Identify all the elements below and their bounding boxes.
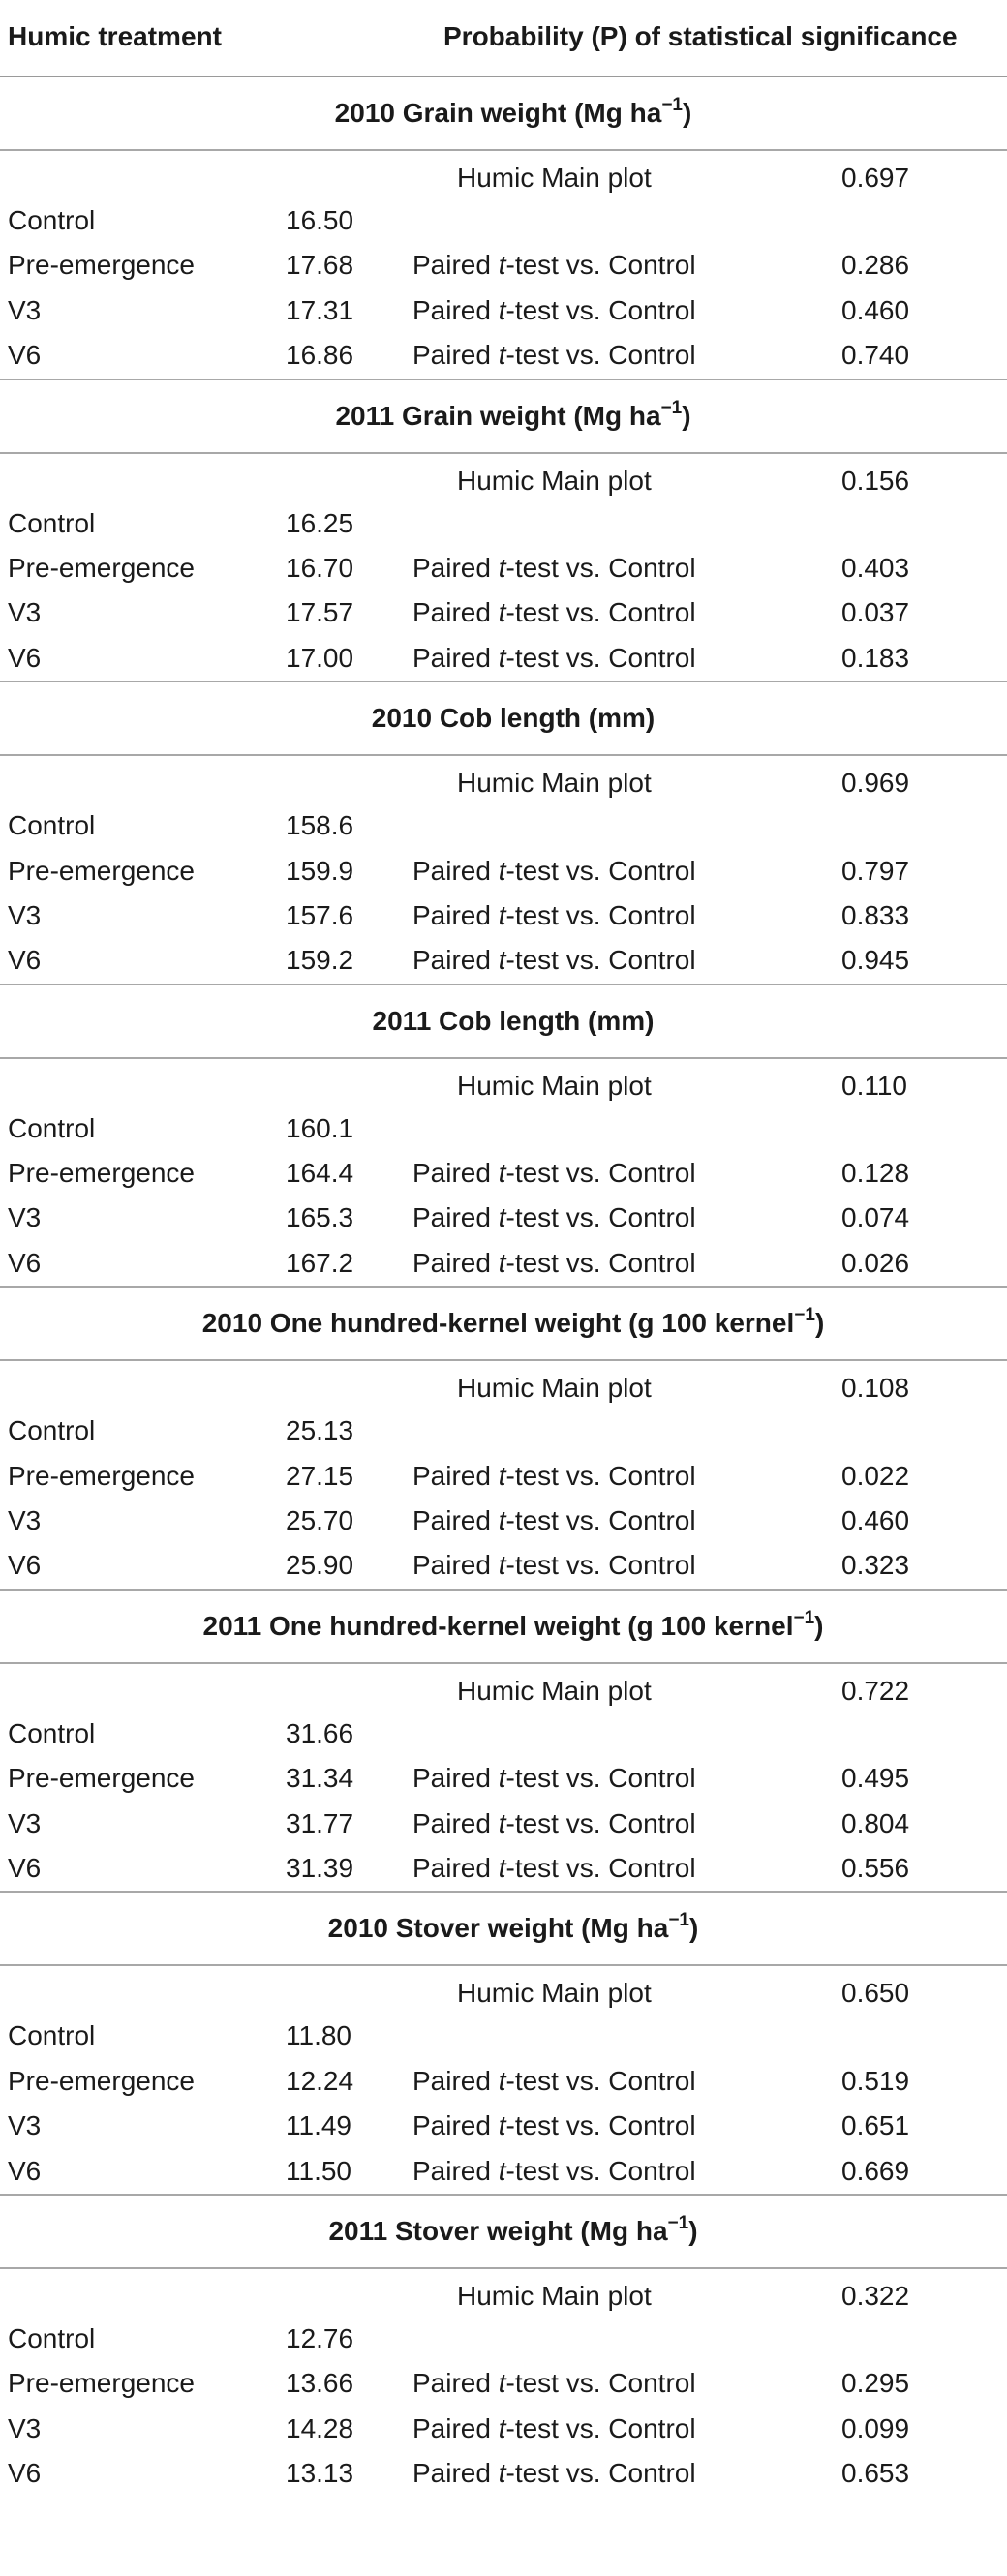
table-row	[0, 501, 1007, 546]
treatment-cell: V3	[8, 1505, 42, 1536]
table-row	[0, 2059, 1007, 2104]
test-label	[412, 295, 696, 326]
test-label-prefix: Paired	[412, 2458, 499, 2489]
test-label-t: t	[498, 2458, 506, 2489]
p-value: 0.323	[841, 1550, 910, 1581]
p-value: 0.037	[841, 597, 910, 628]
value-cell: 11.50	[286, 2155, 351, 2186]
section-title-close: )	[688, 1913, 699, 1944]
test-label-prefix: Paired	[412, 1505, 499, 1536]
test-label-t: t	[498, 1505, 506, 1536]
p-value: 0.495	[841, 1763, 910, 1794]
section-title	[0, 1591, 1007, 1664]
test-label-t: t	[498, 1247, 506, 1278]
value-cell: 25.13	[286, 1415, 354, 1446]
section-title-close: )	[688, 2215, 698, 2246]
value-cell: 27.15	[286, 1460, 354, 1491]
value-cell: 160.1	[286, 1112, 354, 1143]
test-label	[412, 2458, 696, 2489]
test-label-prefix: Paired	[412, 945, 499, 976]
test-label: Humic Main plot	[457, 1373, 652, 1404]
main-plot-row	[0, 454, 1007, 501]
test-label	[412, 643, 696, 674]
section-title	[0, 2196, 1007, 2269]
value-cell: 31.34	[286, 1763, 354, 1794]
treatment-cell: V6	[8, 945, 42, 976]
section-rows	[0, 2269, 1007, 2497]
value-cell: 12.76	[286, 2322, 354, 2353]
table-section	[0, 1288, 1007, 1591]
test-label-t: t	[498, 1852, 506, 1883]
treatment-cell: Pre-emergence	[8, 1158, 195, 1189]
test-label-t: t	[498, 642, 506, 673]
test-label-suffix: -test vs. Control	[505, 1763, 696, 1794]
p-value: 0.295	[841, 2368, 910, 2399]
treatment-cell: V6	[8, 642, 42, 673]
p-value: 0.833	[841, 899, 910, 930]
table-row	[0, 894, 1007, 938]
test-label	[412, 597, 696, 628]
test-label-t: t	[498, 1550, 506, 1581]
test-label: Humic Main plot	[457, 768, 652, 799]
treatment-cell: Control	[8, 205, 96, 235]
table-row	[0, 1106, 1007, 1151]
test-label-suffix: -test vs. Control	[505, 855, 696, 886]
value-cell: 157.6	[286, 899, 354, 930]
p-value: 0.128	[841, 1158, 910, 1189]
section-title-text	[202, 1288, 825, 1359]
section-title-text	[373, 985, 655, 1057]
table-row	[0, 1846, 1007, 1891]
table-row	[0, 1756, 1007, 1801]
table-row	[0, 1454, 1007, 1499]
test-label-t: t	[498, 2412, 506, 2443]
p-value: 0.969	[841, 768, 910, 799]
table-row	[0, 2451, 1007, 2496]
test-label	[412, 1763, 696, 1794]
test-label-suffix: -test vs. Control	[505, 2110, 696, 2141]
test-label: Humic Main plot	[457, 465, 652, 496]
section-title-main: 2011 Stover weight (Mg ha	[328, 2215, 668, 2246]
test-label-prefix: Paired	[412, 2412, 499, 2443]
table-row	[0, 546, 1007, 591]
section-rows	[0, 151, 1007, 379]
treatment-cell: V3	[8, 1202, 42, 1233]
test-label-t: t	[498, 1460, 506, 1491]
treatment-cell: Pre-emergence	[8, 2368, 195, 2399]
test-label	[412, 1248, 696, 1279]
p-value: 0.286	[841, 250, 910, 281]
value-cell: 31.39	[286, 1852, 354, 1883]
p-value: 0.022	[841, 1460, 910, 1491]
header-probability: Probability (P) of statistical significance	[443, 21, 958, 51]
treatment-cell: Control	[8, 1415, 96, 1446]
p-value: 0.669	[841, 2155, 910, 2186]
test-label-suffix: -test vs. Control	[505, 250, 696, 281]
test-label	[412, 1808, 696, 1839]
test-label-prefix: Paired	[412, 1852, 499, 1883]
treatment-cell: V6	[8, 1247, 42, 1278]
test-label-suffix: -test vs. Control	[505, 1158, 696, 1189]
p-value: 0.650	[841, 1978, 910, 2009]
table-row	[0, 2361, 1007, 2406]
p-value: 0.460	[841, 1505, 910, 1536]
test-label: Humic Main plot	[457, 163, 652, 193]
p-value: 0.653	[841, 2458, 910, 2489]
p-value: 0.108	[841, 1373, 910, 1404]
section-rows	[0, 1966, 1007, 2194]
value-cell: 158.6	[286, 810, 354, 841]
value-cell: 31.77	[286, 1807, 354, 1838]
value-cell: 13.13	[286, 2458, 354, 2489]
value-cell: 164.4	[286, 1158, 354, 1189]
test-label-suffix: -test vs. Control	[505, 1247, 696, 1278]
test-label-prefix: Paired	[412, 2065, 499, 2096]
table-row	[0, 591, 1007, 635]
treatment-cell: Control	[8, 810, 96, 841]
treatment-cell: V6	[8, 1852, 42, 1883]
test-label	[412, 250, 696, 281]
table-section	[0, 682, 1007, 985]
value-cell: 25.90	[286, 1550, 354, 1581]
p-value: 0.740	[841, 340, 910, 371]
test-label: Humic Main plot	[457, 1070, 652, 1101]
test-label-prefix: Paired	[412, 250, 499, 281]
test-label-t: t	[498, 2110, 506, 2141]
value-cell: 16.86	[286, 340, 354, 371]
section-title-text	[203, 1591, 824, 1662]
table-row	[0, 636, 1007, 681]
test-label-suffix: -test vs. Control	[505, 1460, 696, 1491]
treatment-cell: V6	[8, 2458, 42, 2489]
section-title-text	[335, 380, 690, 452]
treatment-cell: Control	[8, 2020, 96, 2051]
test-label	[412, 1461, 696, 1492]
test-label-suffix: -test vs. Control	[505, 2368, 696, 2399]
test-label-suffix: -test vs. Control	[505, 2065, 696, 2096]
section-title	[0, 1288, 1007, 1361]
table-row	[0, 1151, 1007, 1196]
table-row	[0, 198, 1007, 243]
value-cell: 31.66	[286, 1717, 354, 1748]
p-value: 0.556	[841, 1852, 910, 1883]
table-row	[0, 1241, 1007, 1286]
p-value: 0.322	[841, 2280, 910, 2311]
test-label-prefix: Paired	[412, 1763, 499, 1794]
section-title-main: 2010 Grain weight (Mg ha	[334, 98, 662, 128]
section-title-close: )	[814, 1308, 825, 1339]
p-value: 0.945	[841, 945, 910, 976]
treatment-cell: Control	[8, 1717, 96, 1748]
section-title-close: )	[682, 98, 692, 128]
section-title-superscript: −1	[668, 1910, 689, 1931]
test-label: Humic Main plot	[457, 2280, 652, 2311]
value-cell: 159.9	[286, 855, 354, 886]
test-label-t: t	[498, 294, 506, 325]
p-value: 0.797	[841, 855, 910, 886]
test-label-suffix: -test vs. Control	[505, 2458, 696, 2489]
test-label-suffix: -test vs. Control	[505, 642, 696, 673]
value-cell: 16.70	[286, 552, 354, 583]
value-cell: 12.24	[286, 2065, 354, 2096]
test-label-prefix: Paired	[412, 1460, 499, 1491]
section-title-superscript: −1	[793, 1607, 815, 1628]
table-section	[0, 2196, 1007, 2497]
table-body	[0, 77, 1007, 2497]
test-label	[412, 2413, 696, 2444]
section-rows	[0, 756, 1007, 984]
test-label: Humic Main plot	[457, 1675, 652, 1706]
treatment-cell: V3	[8, 294, 42, 325]
treatment-cell: V3	[8, 2412, 42, 2443]
section-title-main: 2010 Stover weight (Mg ha	[327, 1913, 669, 1944]
section-title-superscript: −1	[661, 95, 683, 115]
test-label-prefix: Paired	[412, 552, 499, 583]
header-humic-treatment: Humic treatment	[8, 21, 222, 51]
main-plot-row	[0, 1361, 1007, 1409]
p-value: 0.722	[841, 1675, 910, 1706]
value-cell: 165.3	[286, 1202, 354, 1233]
value-cell: 17.68	[286, 250, 354, 281]
table-section	[0, 77, 1007, 380]
table-row	[0, 1543, 1007, 1588]
test-label-prefix: Paired	[412, 2110, 499, 2141]
section-title-superscript: −1	[660, 397, 683, 418]
main-plot-row	[0, 1059, 1007, 1106]
section-title-main: 2011 One hundred-kernel weight (g 100 kernel	[202, 1610, 794, 1641]
p-value: 0.804	[841, 1807, 910, 1838]
test-label-prefix: Paired	[412, 597, 499, 628]
section-title-superscript: −1	[667, 2212, 689, 2233]
main-plot-row	[0, 2269, 1007, 2317]
test-label-prefix: Paired	[412, 1202, 499, 1233]
test-label-t: t	[498, 597, 506, 628]
table-row	[0, 2014, 1007, 2058]
test-label-suffix: -test vs. Control	[505, 2412, 696, 2443]
table-row	[0, 1409, 1007, 1453]
treatment-cell: Control	[8, 1112, 96, 1143]
treatment-cell: Pre-emergence	[8, 1460, 195, 1491]
main-plot-row	[0, 756, 1007, 803]
test-label-suffix: -test vs. Control	[505, 1852, 696, 1883]
test-label	[412, 2110, 696, 2141]
test-label-t: t	[498, 899, 506, 930]
test-label-suffix: -test vs. Control	[505, 1505, 696, 1536]
table-row	[0, 288, 1007, 333]
test-label-prefix: Paired	[412, 855, 499, 886]
treatment-cell: Pre-emergence	[8, 2065, 195, 2096]
table-section	[0, 1893, 1007, 2196]
table-row	[0, 849, 1007, 894]
test-label	[412, 1202, 696, 1233]
treatment-cell: V6	[8, 2155, 42, 2186]
value-cell: 16.50	[286, 205, 354, 235]
value-cell: 11.49	[286, 2110, 351, 2141]
value-cell: 14.28	[286, 2412, 354, 2443]
treatment-cell: V6	[8, 1550, 42, 1581]
section-title	[0, 1893, 1007, 1966]
section-rows	[0, 1664, 1007, 1892]
section-title-main: 2011 Cob length (mm)	[372, 1005, 655, 1036]
table-row	[0, 1712, 1007, 1756]
section-title-close: )	[814, 1610, 824, 1641]
p-value: 0.183	[841, 642, 910, 673]
p-value: 0.519	[841, 2065, 910, 2096]
main-plot-row	[0, 1664, 1007, 1712]
p-value: 0.651	[841, 2110, 910, 2141]
test-label-prefix: Paired	[412, 899, 499, 930]
table-section	[0, 985, 1007, 1288]
section-title-text	[335, 77, 692, 149]
test-label-t: t	[498, 340, 506, 371]
test-label-prefix: Paired	[412, 1807, 499, 1838]
test-label-t: t	[498, 1202, 506, 1233]
test-label-suffix: -test vs. Control	[505, 899, 696, 930]
test-label	[412, 1853, 696, 1884]
test-label-t: t	[498, 1763, 506, 1794]
section-rows	[0, 454, 1007, 682]
test-label-t: t	[498, 552, 506, 583]
table-row	[0, 2104, 1007, 2148]
main-plot-row	[0, 1966, 1007, 2014]
test-label-t: t	[498, 945, 506, 976]
test-label	[412, 553, 696, 584]
treatment-cell: Pre-emergence	[8, 552, 195, 583]
table-row	[0, 803, 1007, 848]
test-label-suffix: -test vs. Control	[505, 597, 696, 628]
table-row	[0, 1802, 1007, 1846]
test-label-suffix: -test vs. Control	[505, 1807, 696, 1838]
test-label-suffix: -test vs. Control	[505, 294, 696, 325]
section-rows	[0, 1361, 1007, 1589]
test-label-prefix: Paired	[412, 2368, 499, 2399]
value-cell: 17.31	[286, 294, 354, 325]
test-label-prefix: Paired	[412, 340, 499, 371]
p-value: 0.460	[841, 294, 910, 325]
treatment-cell: Control	[8, 2322, 96, 2353]
test-label	[412, 2156, 696, 2187]
test-label	[412, 856, 696, 887]
table-row	[0, 243, 1007, 288]
value-cell: 11.80	[286, 2020, 351, 2051]
test-label: Humic Main plot	[457, 1978, 652, 2009]
value-cell: 17.00	[286, 642, 354, 673]
value-cell: 25.70	[286, 1505, 354, 1536]
treatment-cell: Pre-emergence	[8, 855, 195, 886]
test-label-prefix: Paired	[412, 2155, 499, 2186]
test-label-prefix: Paired	[412, 1247, 499, 1278]
test-label-t: t	[498, 2368, 506, 2399]
section-title-main: 2010 One hundred-kernel weight (g 100 kernel	[201, 1308, 795, 1339]
treatment-cell: V3	[8, 2110, 42, 2141]
section-title-main: 2011 Grain weight (Mg ha	[335, 400, 661, 431]
section-title-superscript: −1	[794, 1305, 815, 1326]
p-value: 0.403	[841, 552, 910, 583]
test-label-t: t	[498, 1158, 506, 1189]
table-row	[0, 1196, 1007, 1240]
table-row	[0, 333, 1007, 378]
p-value: 0.026	[841, 1247, 910, 1278]
test-label	[412, 900, 696, 931]
p-value: 0.074	[841, 1202, 910, 1233]
test-label-t: t	[498, 855, 506, 886]
value-cell: 167.2	[286, 1247, 354, 1278]
test-label-suffix: -test vs. Control	[505, 1550, 696, 1581]
section-title-main: 2010 Cob length (mm)	[371, 703, 656, 734]
table-row	[0, 2149, 1007, 2194]
section-title	[0, 682, 1007, 756]
p-value: 0.156	[841, 465, 910, 496]
test-label	[412, 1550, 696, 1581]
value-cell: 16.25	[286, 507, 354, 538]
treatment-cell: V3	[8, 597, 42, 628]
test-label-prefix: Paired	[412, 1550, 499, 1581]
test-label	[412, 2368, 696, 2399]
test-label	[412, 945, 696, 976]
test-label	[412, 1505, 696, 1536]
section-title	[0, 77, 1007, 151]
test-label-prefix: Paired	[412, 1158, 499, 1189]
test-label-suffix: -test vs. Control	[505, 1202, 696, 1233]
test-label-suffix: -test vs. Control	[505, 552, 696, 583]
value-cell: 17.57	[286, 597, 354, 628]
p-value: 0.110	[841, 1070, 907, 1101]
value-cell: 159.2	[286, 945, 354, 976]
section-title	[0, 380, 1007, 454]
table-row	[0, 2407, 1007, 2451]
test-label	[412, 2066, 696, 2097]
table-section	[0, 380, 1007, 683]
table-row	[0, 1499, 1007, 1543]
test-label-t: t	[498, 2155, 506, 2186]
value-cell: 13.66	[286, 2368, 354, 2399]
table-section	[0, 1591, 1007, 1894]
test-label-t: t	[498, 1807, 506, 1838]
test-label	[412, 340, 696, 371]
treatment-cell: Pre-emergence	[8, 1763, 195, 1794]
table-row	[0, 2317, 1007, 2361]
treatment-cell: Control	[8, 507, 96, 538]
treatment-cell: V3	[8, 1807, 42, 1838]
section-title-text	[328, 2196, 697, 2267]
test-label-suffix: -test vs. Control	[505, 340, 696, 371]
section-title-text	[372, 682, 655, 754]
treatment-cell: Pre-emergence	[8, 250, 195, 281]
section-rows	[0, 1059, 1007, 1287]
table-row	[0, 938, 1007, 983]
test-label-t: t	[498, 250, 506, 281]
test-label-prefix: Paired	[412, 294, 499, 325]
section-title	[0, 985, 1007, 1059]
table-header	[0, 0, 1007, 77]
test-label	[412, 1158, 696, 1189]
test-label-suffix: -test vs. Control	[505, 2155, 696, 2186]
section-title-text	[328, 1893, 699, 1964]
treatment-cell: V3	[8, 899, 42, 930]
test-label-prefix: Paired	[412, 642, 499, 673]
section-title-close: )	[682, 400, 691, 431]
main-plot-row	[0, 151, 1007, 198]
test-label-suffix: -test vs. Control	[505, 945, 696, 976]
p-value: 0.697	[841, 163, 910, 193]
p-value: 0.099	[841, 2412, 910, 2443]
treatment-cell: V6	[8, 340, 42, 371]
test-label-t: t	[498, 2065, 506, 2096]
